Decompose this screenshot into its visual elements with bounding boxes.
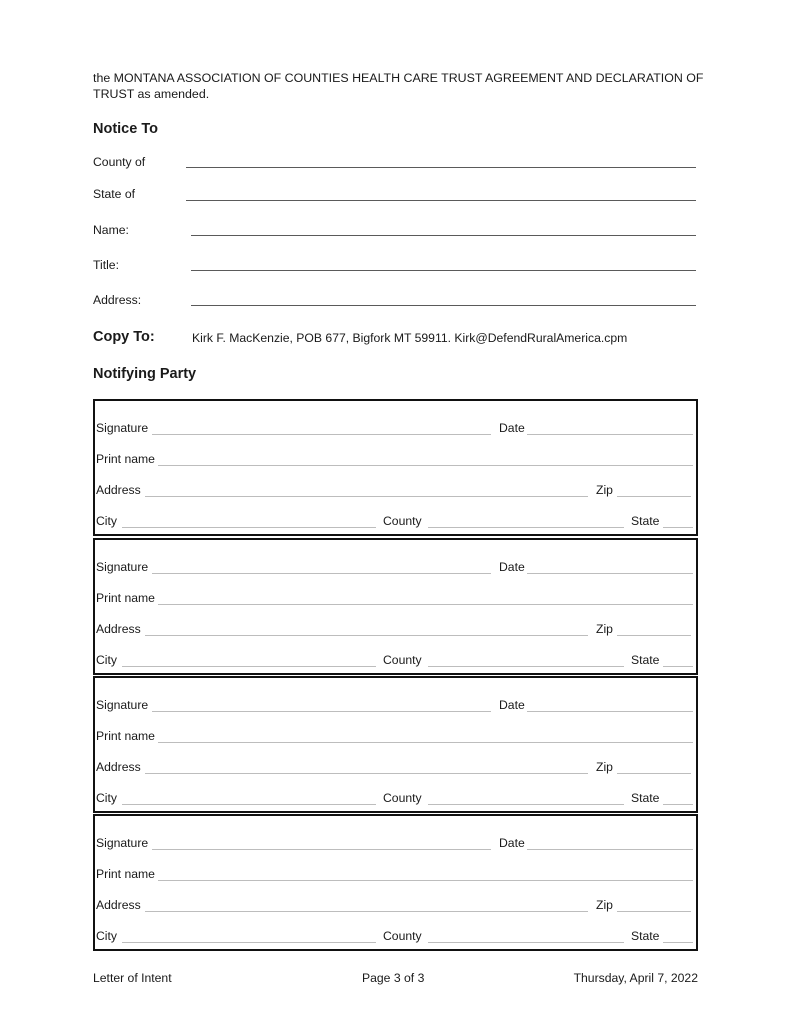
state-line[interactable] [663,666,693,667]
signature-line[interactable] [152,573,491,574]
notifying-party-box [93,814,698,951]
signature-line[interactable] [152,849,491,850]
zip-line[interactable] [617,635,691,636]
city-line[interactable] [122,804,376,805]
zip-line[interactable] [617,911,691,912]
state-line[interactable] [663,527,693,528]
city-line[interactable] [122,527,376,528]
footer-left: Letter of Intent [93,971,172,985]
notifying-party-box [93,538,698,675]
date-label: Date [499,560,525,574]
county-label: County [383,653,422,667]
print-name-label: Print name [96,591,155,605]
address-line[interactable] [145,773,588,774]
signature-label: Signature [96,836,149,850]
state-line[interactable] [663,942,693,943]
print-name-line[interactable] [158,742,693,743]
city-label: City [96,653,117,667]
signature-line[interactable] [152,711,491,712]
address-line[interactable] [191,305,696,306]
state-label: State [631,791,660,805]
city-line[interactable] [122,666,376,667]
address-label: Address [96,760,141,774]
title-line[interactable] [191,270,696,271]
footer-right: Thursday, April 7, 2022 [573,971,698,985]
date-line[interactable] [527,573,693,574]
county-line[interactable] [428,804,624,805]
intro-text: the MONTANA ASSOCIATION OF COUNTIES HEALTH CARE TRUST AGREEMENT AND DECLARATION OF TRUST as amended. [93,71,704,101]
county-label: County [383,791,422,805]
address-label: Address [96,898,141,912]
date-line[interactable] [527,711,693,712]
county-line[interactable] [428,527,624,528]
state-of-label: State of [93,187,136,201]
print-name-label: Print name [96,867,155,881]
address-label: Address: [93,293,142,307]
title-label: Title: [93,258,119,272]
notifying-party-box [93,676,698,813]
state-label: State [631,514,660,528]
address-line[interactable] [145,635,588,636]
name-line[interactable] [191,235,696,236]
zip-label: Zip [596,898,613,912]
zip-label: Zip [596,483,613,497]
signature-line[interactable] [152,434,491,435]
print-name-label: Print name [96,452,155,466]
city-label: City [96,514,117,528]
city-label: City [96,791,117,805]
county-label: County [383,929,422,943]
address-line[interactable] [145,496,588,497]
address-label: Address [96,483,141,497]
date-line[interactable] [527,434,693,435]
zip-line[interactable] [617,773,691,774]
zip-label: Zip [596,760,613,774]
city-label: City [96,929,117,943]
signature-label: Signature [96,698,149,712]
zip-line[interactable] [617,496,691,497]
county-line[interactable] [428,666,624,667]
date-label: Date [499,421,525,435]
notifying-party-box [93,399,698,536]
state-line[interactable] [663,804,693,805]
footer-center: Page 3 of 3 [362,971,425,985]
signature-label: Signature [96,421,149,435]
city-line[interactable] [122,942,376,943]
notice-to-heading: Notice To [93,121,158,137]
print-name-line[interactable] [158,465,693,466]
copy-to-label: Copy To: [93,329,155,345]
copy-to-text: Kirk F. MacKenzie, POB 677, Bigfork MT 59911. Kirk@DefendRuralAmerica.cpm [192,331,628,345]
state-label: State [631,929,660,943]
date-label: Date [499,698,525,712]
state-label: State [631,653,660,667]
print-name-label: Print name [96,729,155,743]
signature-label: Signature [96,560,149,574]
print-name-line[interactable] [158,880,693,881]
county-of-label: County of [93,155,146,169]
notifying-party-heading: Notifying Party [93,366,197,382]
address-line[interactable] [145,911,588,912]
date-label: Date [499,836,525,850]
name-label: Name: [93,223,129,237]
county-of-line[interactable] [186,167,696,168]
print-name-line[interactable] [158,604,693,605]
zip-label: Zip [596,622,613,636]
address-label: Address [96,622,141,636]
county-label: County [383,514,422,528]
date-line[interactable] [527,849,693,850]
county-line[interactable] [428,942,624,943]
state-of-line[interactable] [186,200,696,201]
